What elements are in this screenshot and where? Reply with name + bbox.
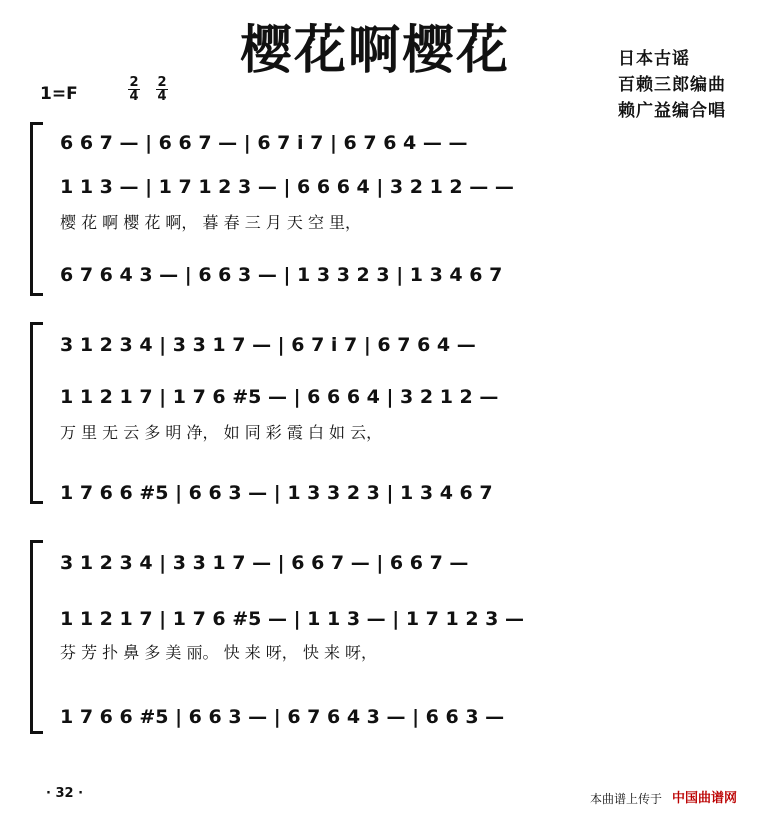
time-signature-2-bottom: 4 [157,89,167,104]
song-title: 樱花啊樱花 [240,20,511,81]
lyrics-line-3: 芬 芳 扑 鼻 多 美 丽。 快 来 呀， 快 来 呀， [60,643,378,662]
time-signature-1-top: 2 [129,75,139,90]
system-2-bass [60,482,760,512]
credit-origin: 日本古谣 [618,49,690,69]
system-1-alto [60,176,760,206]
alto-line-2: 1 1 2 1 7 | 1 7 6 #5 — | 6 6 6 4 | 3 2 1 2 — [60,386,499,408]
time-signature-2-top: 2 [157,75,167,90]
system-1-bass [60,264,760,294]
system-3-soprano [60,552,760,582]
alto-line-1: 1 1 3 — | 1 7 1 2 3 — | 6 6 6 4 | 3 2 1 2 — — [60,176,514,198]
time-signature-2 [156,76,168,103]
soprano-line-2: 3 1 2 3 4 | 3 3 1 7 — | 6 7 i 7 | 6 7 6 4 — [60,334,476,356]
bass-line-3: 1 7 6 6 #5 | 6 6 3 — | 6 7 6 4 3 — | 6 6 3 — [60,706,505,728]
bass-line-1: 6 7 6 4 3 — | 6 6 3 — | 1 3 3 2 3 | 1 3 4 6 7 [60,264,503,286]
lyrics-line-2: 万 里 无 云 多 明 净， 如 同 彩 霞 白 如 云， [60,423,383,442]
system-2-soprano [60,334,760,364]
system-bracket-3 [30,540,43,734]
system-2-alto [60,386,760,416]
bass-line-2: 1 7 6 6 #5 | 6 6 3 — | 1 3 3 2 3 | 1 3 4 6 7 [60,482,493,504]
soprano-line-1: 6 6 7 — | 6 6 7 — | 6 7 i 7 | 6 7 6 4 — — [60,132,468,154]
system-1-soprano [60,132,760,162]
footer-logo[interactable]: 中国曲谱网 [672,791,738,806]
key-signature: 1=F [40,84,78,104]
time-signature-1 [128,76,140,103]
credit-chorus-arranger: 赖广益编合唱 [618,101,726,121]
credit-arranger: 百赖三郎编曲 [618,75,726,95]
footer-text: 本曲谱上传于 [590,792,663,806]
alto-line-3: 1 1 2 1 7 | 1 7 6 #5 — | 1 1 3 — | 1 7 1 2 3 — [60,608,525,630]
time-signature-1-bottom: 4 [129,89,139,104]
page-number: · 32 · [46,786,84,801]
system-3-bass [60,706,760,736]
soprano-line-3: 3 1 2 3 4 | 3 3 1 7 — | 6 6 7 — | 6 6 7 — [60,552,469,574]
system-3-alto [60,608,760,638]
lyrics-line-1: 樱 花 啊 樱 花 啊， 暮 春 三 月 天 空 里， [60,213,362,232]
system-bracket-1 [30,122,43,296]
system-bracket-2 [30,322,43,504]
